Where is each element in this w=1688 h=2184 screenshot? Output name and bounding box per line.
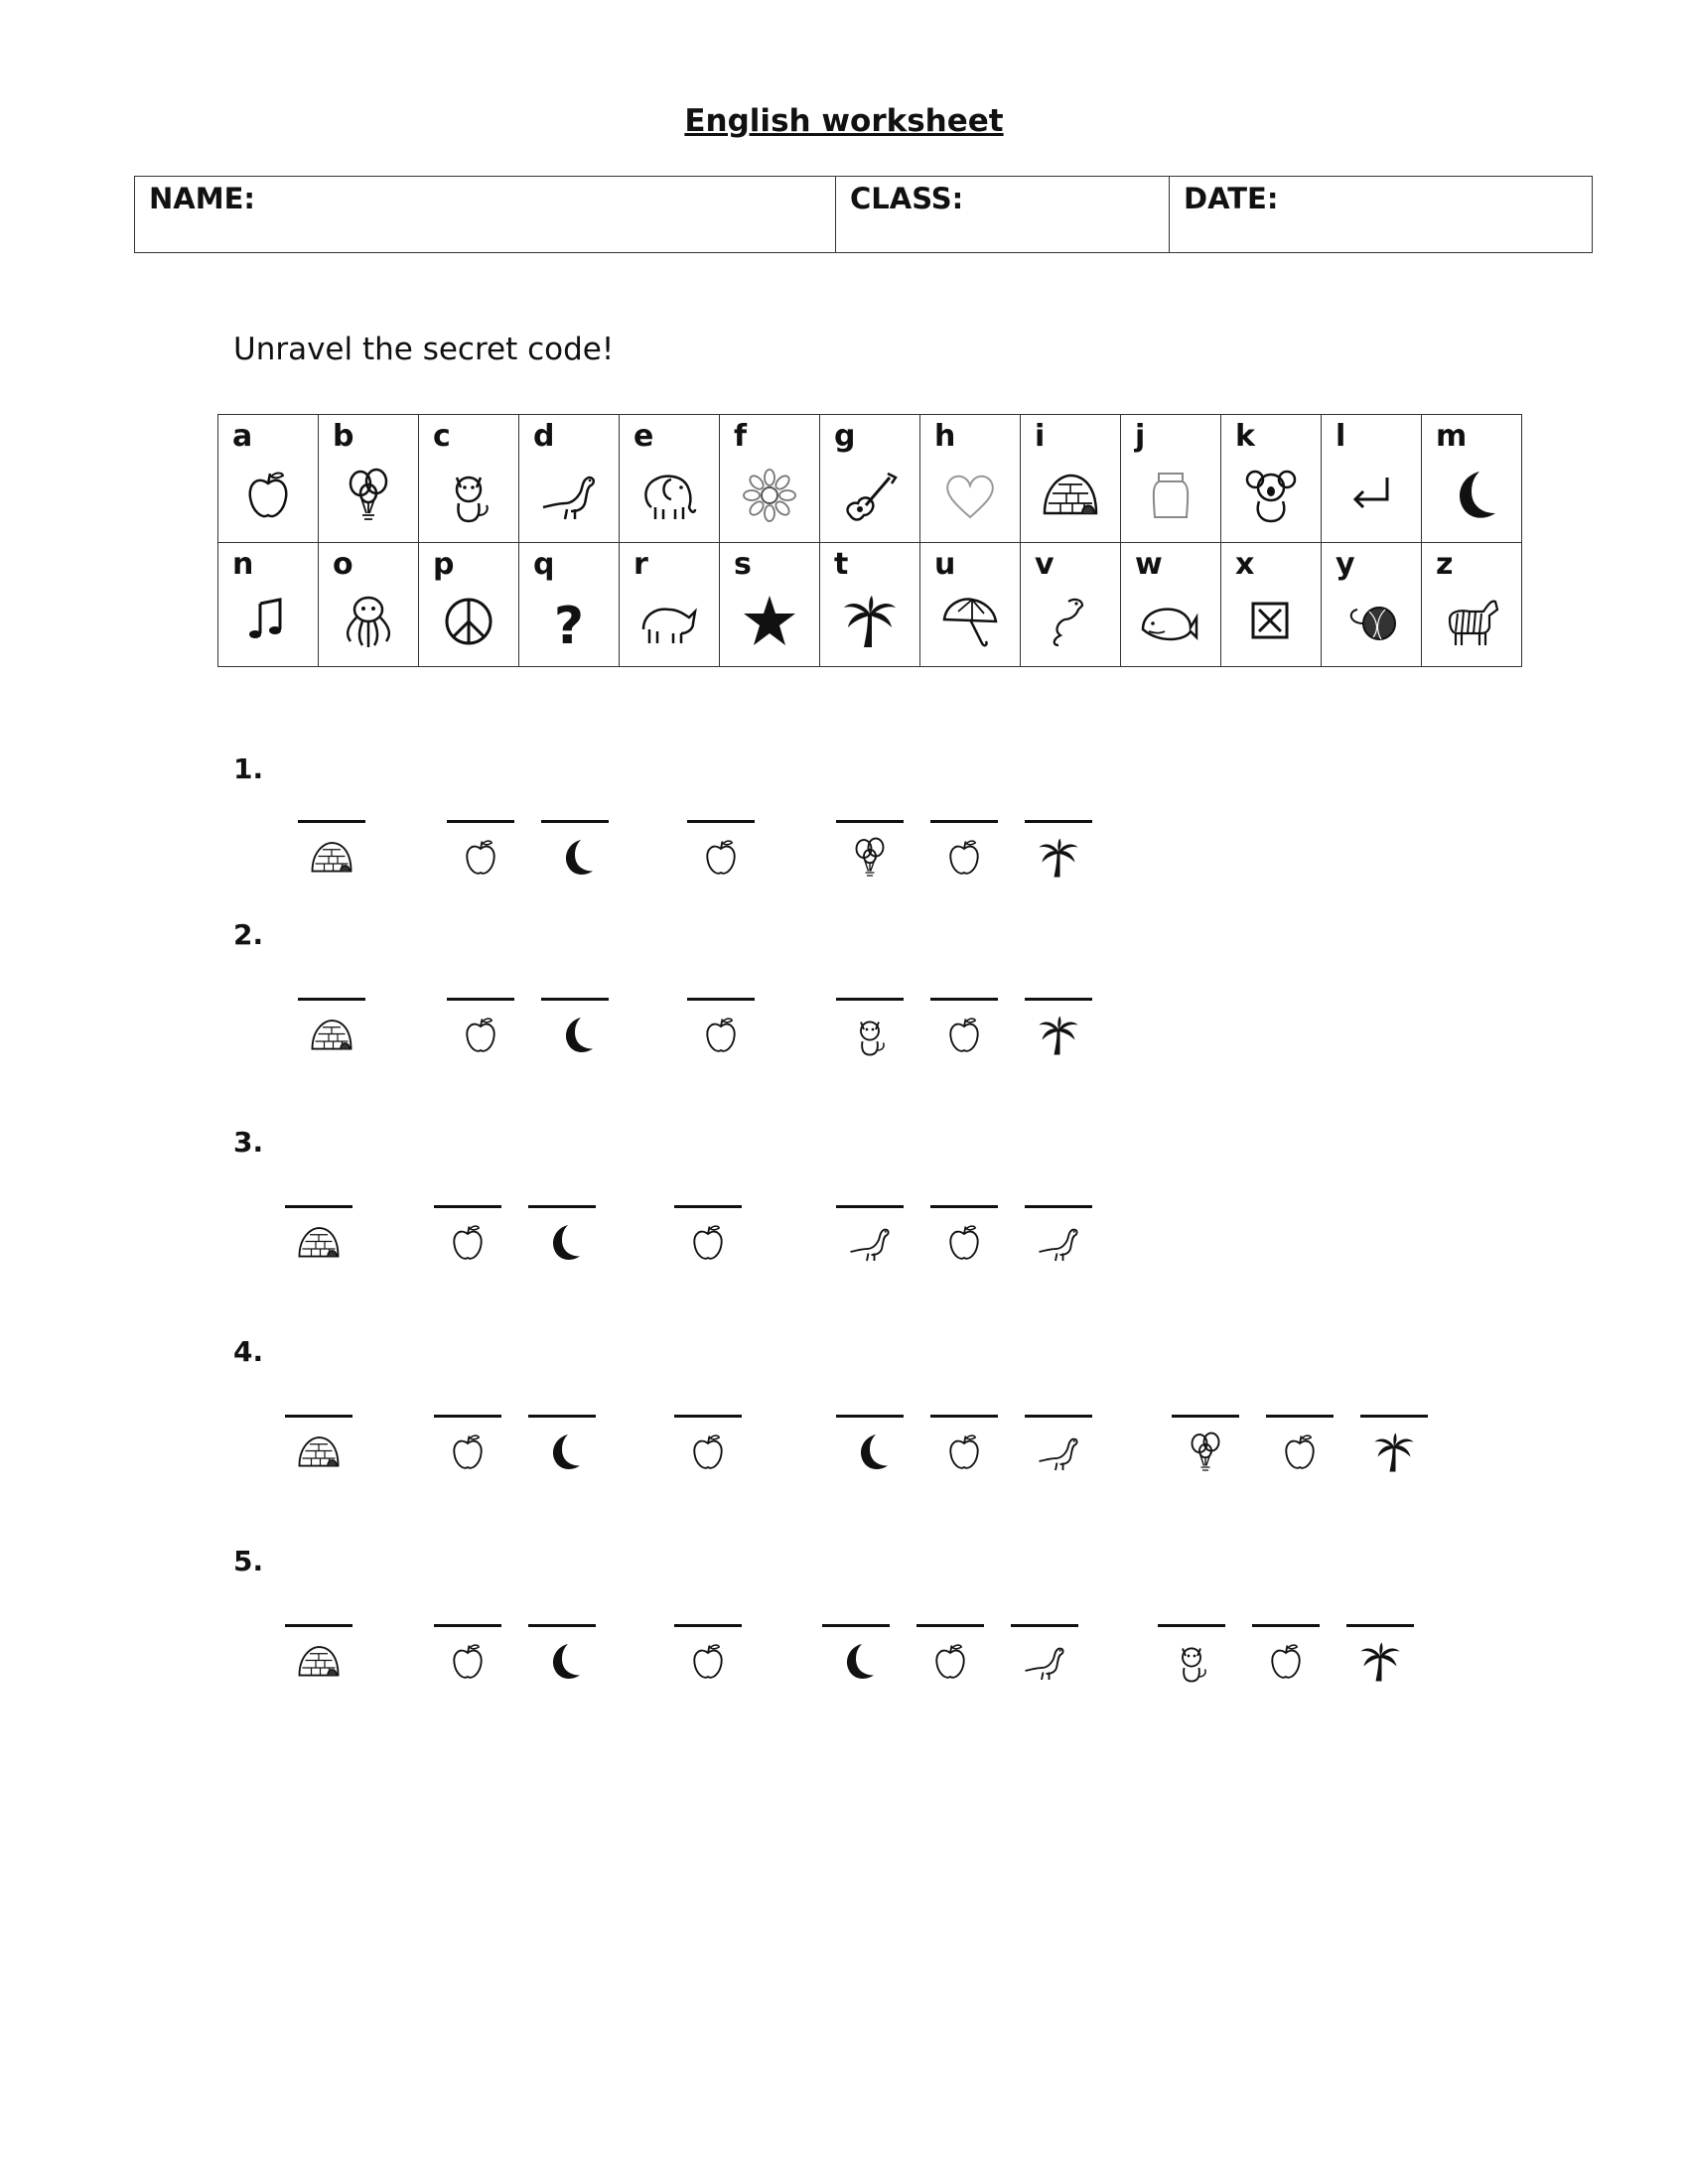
answer-slot[interactable] (822, 1624, 890, 1688)
key-cell-r (620, 543, 720, 667)
koala-icon (1239, 464, 1303, 527)
answer-blank-line[interactable] (674, 1624, 742, 1627)
key-picture (1221, 583, 1321, 660)
key-letter: q (533, 547, 555, 582)
key-letter: d (533, 419, 555, 454)
answer-slot[interactable] (434, 1415, 501, 1478)
question-number: 3. (233, 1126, 264, 1159)
answer-slot[interactable] (930, 1205, 998, 1269)
answer-slot[interactable] (1025, 820, 1092, 884)
key-picture (419, 455, 518, 536)
igloo-icon (308, 834, 355, 882)
apple-icon (457, 1012, 504, 1059)
name-field[interactable] (135, 177, 836, 252)
name-label: NAME: (149, 182, 255, 215)
answer-blank-line[interactable] (434, 1624, 501, 1627)
apple-icon (444, 1638, 492, 1686)
dinosaur-icon (537, 464, 601, 527)
answer-slot[interactable] (1158, 1624, 1225, 1688)
flower-icon (738, 464, 801, 527)
answer-slot[interactable] (836, 820, 904, 884)
key-picture (1422, 583, 1521, 660)
key-cell-d (519, 415, 620, 543)
answer-slot[interactable] (930, 998, 998, 1061)
answer-blank-line[interactable] (434, 1205, 501, 1208)
key-picture (820, 583, 919, 660)
answer-blank-line[interactable] (1158, 1624, 1225, 1627)
answer-slot[interactable] (434, 1624, 501, 1688)
svg-text:?: ? (553, 597, 585, 653)
octopus-icon (337, 590, 400, 653)
key-picture (419, 583, 518, 660)
apple-icon (940, 1219, 988, 1267)
moon-icon (832, 1638, 880, 1686)
jar-icon (1139, 464, 1202, 527)
key-cell-x (1221, 543, 1322, 667)
answer-slot[interactable] (1172, 1415, 1239, 1478)
key-picture (1422, 455, 1521, 536)
code-key-table (217, 414, 1522, 667)
igloo-icon (1039, 464, 1102, 527)
key-cell-o (319, 543, 419, 667)
apple-icon (444, 1429, 492, 1476)
answer-slot[interactable] (836, 1205, 904, 1269)
key-letter: j (1135, 419, 1146, 454)
key-letter: a (232, 419, 253, 454)
palm-tree-icon (1356, 1638, 1404, 1686)
balloons-icon (846, 834, 894, 882)
key-cell-l (1322, 415, 1422, 543)
key-picture (1221, 455, 1321, 536)
answer-slot[interactable] (1011, 1624, 1078, 1688)
answer-slot[interactable] (528, 1624, 596, 1688)
apple-icon (684, 1219, 732, 1267)
moon-icon (846, 1429, 894, 1476)
palm-tree-icon (1370, 1429, 1418, 1476)
answer-blank-line[interactable] (1266, 1415, 1334, 1418)
answer-blank-line[interactable] (541, 820, 609, 823)
answer-blank-line[interactable] (674, 1205, 742, 1208)
apple-icon (926, 1638, 974, 1686)
key-cell-s (720, 543, 820, 667)
answer-slot[interactable] (687, 820, 755, 884)
apple-icon (236, 464, 300, 527)
question-number: 2. (233, 918, 264, 951)
key-cell-y (1322, 543, 1422, 667)
guitar-icon (838, 464, 902, 527)
cat-icon (846, 1012, 894, 1059)
answer-blank-line[interactable] (836, 1415, 904, 1418)
yarn-icon (1339, 590, 1403, 653)
key-letter: w (1135, 547, 1163, 582)
key-picture (218, 583, 318, 660)
heart-icon (938, 464, 1002, 527)
answer-blank-line[interactable] (447, 820, 514, 823)
answer-blank-line[interactable] (916, 1624, 984, 1627)
answer-slot[interactable] (285, 1624, 352, 1688)
answer-blank-line[interactable] (528, 1624, 596, 1627)
zebra-icon (1440, 590, 1503, 653)
date-label: DATE: (1184, 182, 1279, 215)
answer-blank-line[interactable] (1011, 1624, 1078, 1627)
answer-blank-line[interactable] (674, 1415, 742, 1418)
answer-slot[interactable] (528, 1415, 596, 1478)
student-info-table (134, 176, 1593, 253)
question-mark-icon (537, 590, 601, 653)
apple-icon (444, 1219, 492, 1267)
moon-icon (1440, 464, 1503, 527)
balloons-icon (1182, 1429, 1229, 1476)
answer-slot[interactable] (674, 1205, 742, 1269)
key-cell-z (1422, 543, 1522, 667)
apple-icon (940, 834, 988, 882)
apple-icon (1276, 1429, 1324, 1476)
answer-blank-line[interactable] (1025, 820, 1092, 823)
key-picture (720, 583, 819, 660)
key-letter: r (633, 547, 648, 582)
answer-slot[interactable] (434, 1205, 501, 1269)
answer-blank-line[interactable] (1025, 1415, 1092, 1418)
answer-blank-line[interactable] (528, 1205, 596, 1208)
palm-tree-icon (1035, 834, 1082, 882)
key-cell-v (1021, 543, 1121, 667)
answer-blank-line[interactable] (836, 1205, 904, 1208)
answer-slot[interactable] (836, 1415, 904, 1478)
apple-icon (684, 1429, 732, 1476)
key-cell-c (419, 415, 519, 543)
key-cell-m (1422, 415, 1522, 543)
key-picture (319, 583, 418, 660)
key-letter: c (433, 419, 451, 454)
key-cell-h (920, 415, 1021, 543)
answer-slot[interactable] (687, 998, 755, 1061)
key-picture (620, 583, 719, 660)
answer-blank-line[interactable] (285, 1624, 352, 1627)
igloo-icon (308, 1012, 355, 1059)
key-picture (1021, 583, 1120, 660)
igloo-icon (295, 1219, 343, 1267)
key-cell-t (820, 543, 920, 667)
apple-icon (940, 1429, 988, 1476)
key-letter: z (1436, 547, 1454, 582)
key-letter: m (1436, 419, 1468, 454)
answer-blank-line[interactable] (1025, 1205, 1092, 1208)
answer-blank-line[interactable] (930, 1415, 998, 1418)
apple-icon (1262, 1638, 1310, 1686)
answer-slot[interactable] (1025, 1415, 1092, 1478)
moon-icon (538, 1638, 586, 1686)
answer-slot[interactable] (541, 998, 609, 1061)
key-letter: b (333, 419, 354, 454)
instruction-text: Unravel the secret code! (233, 332, 615, 367)
key-cell-i (1021, 415, 1121, 543)
return-arrow-icon (1339, 464, 1403, 527)
key-letter: l (1336, 419, 1346, 454)
answer-slot[interactable] (528, 1205, 596, 1269)
key-letter: x (1235, 547, 1255, 582)
moon-icon (538, 1429, 586, 1476)
answer-slot[interactable] (1346, 1624, 1414, 1688)
answer-slot[interactable] (447, 998, 514, 1061)
key-cell-w (1121, 543, 1221, 667)
igloo-icon (295, 1638, 343, 1686)
key-cell-b (319, 415, 419, 543)
answer-slot[interactable] (298, 820, 365, 884)
answer-blank-line[interactable] (836, 820, 904, 823)
answer-blank-line[interactable] (447, 998, 514, 1001)
answer-blank-line[interactable] (1346, 1624, 1414, 1627)
answer-slot[interactable] (1360, 1415, 1428, 1478)
key-picture (519, 455, 619, 536)
key-picture (620, 455, 719, 536)
palm-tree-icon (838, 590, 902, 653)
key-picture (820, 455, 919, 536)
whale-icon (1139, 590, 1202, 653)
key-letter: y (1336, 547, 1355, 582)
key-picture (1021, 455, 1120, 536)
x-box-icon (1239, 590, 1303, 653)
moon-icon (551, 1012, 599, 1059)
answer-blank-line[interactable] (1172, 1415, 1239, 1418)
key-cell-f (720, 415, 820, 543)
key-cell-e (620, 415, 720, 543)
answer-slot[interactable] (674, 1415, 742, 1478)
answer-blank-line[interactable] (822, 1624, 890, 1627)
key-letter: o (333, 547, 353, 582)
key-picture (720, 455, 819, 536)
key-letter: n (232, 547, 254, 582)
answer-blank-line[interactable] (541, 998, 609, 1001)
answer-slot[interactable] (1025, 1205, 1092, 1269)
answer-blank-line[interactable] (930, 998, 998, 1001)
answer-blank-line[interactable] (930, 820, 998, 823)
answer-slot[interactable] (930, 820, 998, 884)
answer-blank-line[interactable] (285, 1415, 352, 1418)
key-letter: k (1235, 419, 1255, 454)
answer-blank-line[interactable] (298, 998, 365, 1001)
key-picture (920, 455, 1020, 536)
key-picture (519, 583, 619, 660)
palm-tree-icon (1035, 1012, 1082, 1059)
key-cell-u (920, 543, 1021, 667)
apple-icon (697, 834, 745, 882)
igloo-icon (295, 1429, 343, 1476)
answer-blank-line[interactable] (298, 820, 365, 823)
key-picture (1322, 583, 1421, 660)
class-field[interactable] (836, 177, 1170, 252)
answer-slot[interactable] (1025, 998, 1092, 1061)
vulture-icon (1039, 590, 1102, 653)
key-letter: i (1035, 419, 1046, 454)
key-cell-a (218, 415, 319, 543)
answer-slot[interactable] (285, 1415, 352, 1478)
answer-slot[interactable] (930, 1415, 998, 1478)
key-letter: v (1035, 547, 1055, 582)
key-cell-n (218, 543, 319, 667)
key-picture (1121, 455, 1220, 536)
class-label: CLASS: (850, 182, 964, 215)
key-letter: h (934, 419, 956, 454)
apple-icon (940, 1012, 988, 1059)
apple-icon (457, 834, 504, 882)
elephant-icon (637, 464, 701, 527)
answer-slot[interactable] (1266, 1415, 1334, 1478)
answer-slot[interactable] (298, 998, 365, 1061)
apple-icon (697, 1012, 745, 1059)
dinosaur-icon (1035, 1429, 1082, 1476)
question-number: 1. (233, 752, 264, 785)
answer-slot[interactable] (447, 820, 514, 884)
key-picture (1322, 455, 1421, 536)
key-cell-j (1121, 415, 1221, 543)
key-cell-p (419, 543, 519, 667)
star-icon (738, 590, 801, 653)
key-letter: g (834, 419, 856, 454)
answer-blank-line[interactable] (1360, 1415, 1428, 1418)
answer-blank-line[interactable] (836, 998, 904, 1001)
peace-icon (437, 590, 500, 653)
umbrella-icon (938, 590, 1002, 653)
question-number: 4. (233, 1335, 264, 1368)
key-picture (218, 455, 318, 536)
key-letter: e (633, 419, 654, 454)
answer-slot[interactable] (285, 1205, 352, 1269)
answer-blank-line[interactable] (930, 1205, 998, 1208)
cat-icon (437, 464, 500, 527)
question-number: 5. (233, 1545, 264, 1577)
key-letter: p (433, 547, 455, 582)
key-picture (920, 583, 1020, 660)
music-note-icon (236, 590, 300, 653)
key-cell-q (519, 543, 620, 667)
cat-icon (1168, 1638, 1215, 1686)
answer-slot[interactable] (674, 1624, 742, 1688)
answer-blank-line[interactable] (1252, 1624, 1320, 1627)
key-cell-k (1221, 415, 1322, 543)
key-cell-g (820, 415, 920, 543)
dinosaur-icon (846, 1219, 894, 1267)
answer-blank-line[interactable] (434, 1415, 501, 1418)
answer-slot[interactable] (1252, 1624, 1320, 1688)
worksheet-title: English worksheet (684, 103, 1004, 139)
answer-blank-line[interactable] (1025, 998, 1092, 1001)
key-letter: u (934, 547, 956, 582)
dinosaur-icon (1021, 1638, 1068, 1686)
rhino-icon (637, 590, 701, 653)
answer-blank-line[interactable] (528, 1415, 596, 1418)
answer-slot[interactable] (541, 820, 609, 884)
key-picture (1121, 583, 1220, 660)
answer-slot[interactable] (836, 998, 904, 1061)
answer-blank-line[interactable] (687, 820, 755, 823)
answer-blank-line[interactable] (285, 1205, 352, 1208)
key-picture (319, 455, 418, 536)
moon-icon (538, 1219, 586, 1267)
moon-icon (551, 834, 599, 882)
dinosaur-icon (1035, 1219, 1082, 1267)
date-field[interactable] (1170, 177, 1592, 252)
apple-icon (684, 1638, 732, 1686)
answer-blank-line[interactable] (687, 998, 755, 1001)
balloons-icon (337, 464, 400, 527)
key-letter: f (734, 419, 748, 454)
answer-slot[interactable] (916, 1624, 984, 1688)
key-letter: t (834, 547, 849, 582)
key-letter: s (734, 547, 752, 582)
